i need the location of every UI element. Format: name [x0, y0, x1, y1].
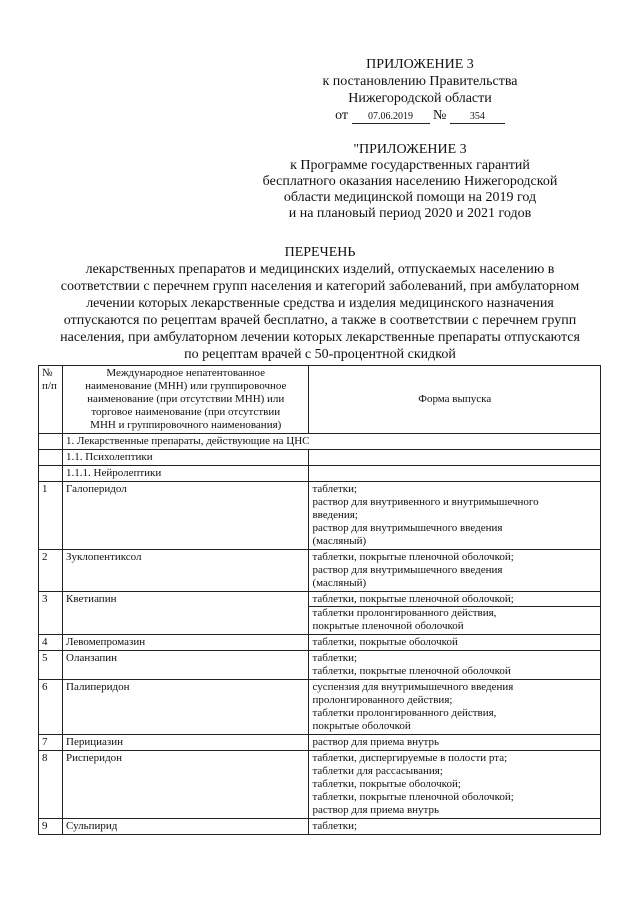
drug-forms: таблетки, диспергируемые в полости рта; таблетки для рассасывания; таблетки, покрытые оболочкой; таблетки, покрытые пленочной оболочкой; раствор для приема внутрь: [309, 751, 601, 819]
drug-name: Сульпирид: [63, 819, 309, 835]
table-row: [39, 592, 601, 635]
header-name: Международное непатентованное наименование (МНН) или группировочное наименование (при отсутствии МНН) или торговое наименование (при отсутствии МНН и группировочного наименования): [63, 366, 309, 434]
number-sign: №: [433, 108, 447, 123]
table-row: [39, 735, 601, 751]
drug-name: Рисперидон: [63, 751, 309, 819]
row-num: 1: [39, 482, 63, 550]
row-num: 5: [39, 651, 63, 680]
drug-forms: таблетки; таблетки, покрытые пленочной оболочкой: [309, 651, 601, 680]
appendix-header: [300, 56, 540, 124]
program-appendix-line: и на плановый период 2020 и 2021 годов: [288, 206, 532, 221]
drug-forms: таблетки, покрытые оболочкой: [309, 635, 601, 651]
drug-forms: таблетки, покрытые пленочной оболочкой; таблетки пролонгированного действия, покрытые пленочной оболочкой: [309, 592, 601, 635]
row-num: 7: [39, 735, 63, 751]
program-appendix-line: бесплатного оказания населению Нижегородской: [262, 174, 558, 189]
drug-forms: суспензия для внутримышечного введения пролонгированного действия; таблетки пролонгированного действия, покрытые оболочкой: [309, 680, 601, 735]
subsection-title: 1.1.1. Нейролептики: [63, 466, 309, 482]
drug-forms: таблетки, покрытые пленочной оболочкой; раствор для внутримышечного введения (масляный): [309, 550, 601, 592]
row-num: 3: [39, 592, 63, 635]
drug-name: Галоперидол: [63, 482, 309, 550]
title-line: отпускаются по рецептам врачей бесплатно, а также в соответствии с перечнем групп: [63, 313, 577, 328]
table-row: [39, 651, 601, 680]
drug-name: Палиперидон: [63, 680, 309, 735]
drug-name: Перициазин: [63, 735, 309, 751]
drug-name: Кветиапин: [63, 592, 309, 635]
date-prefix: от: [335, 108, 349, 123]
header-form: Форма выпуска: [309, 366, 601, 434]
program-appendix-line: к Программе государственных гарантий: [290, 158, 530, 173]
subsection-row: [39, 466, 601, 482]
decree-date-line: [335, 107, 505, 124]
title-line: лекарственных препаратов и медицинских изделий, отпускаемых населению в: [85, 262, 555, 277]
decree-date: 07.06.2019: [352, 111, 430, 124]
table-row: [39, 550, 601, 592]
table-row: [39, 751, 601, 819]
row-num: 2: [39, 550, 63, 592]
drug-forms-subrow: таблетки пролонгированного действия, покрытые пленочной оболочкой: [309, 606, 600, 633]
table-header-row: [39, 366, 601, 434]
title-line: по рецептам врачей с 50-процентной скидкой: [184, 347, 456, 362]
drug-name: Оланзапин: [63, 651, 309, 680]
decree-number: 354: [450, 111, 505, 124]
section-row: [39, 434, 601, 450]
appendix-line-2: к постановлению Правительства: [322, 74, 518, 89]
subsection-title: 1.1. Психолептики: [63, 450, 309, 466]
title-line: населения, при амбулаторном лечении которых лекарственные препараты отпускаются: [60, 330, 580, 345]
list-title: [20, 244, 620, 363]
table-row: [39, 680, 601, 735]
drug-name: Зуклопентиксол: [63, 550, 309, 592]
program-appendix-line: области медицинской помощи на 2019 год: [283, 190, 537, 205]
drug-list-table: [38, 365, 601, 835]
table-row: [39, 635, 601, 651]
drug-forms: таблетки; раствор для внутривенного и внутримышечного введения; раствор для внутримышечного введения (масляный): [309, 482, 601, 550]
program-appendix-header: [220, 142, 600, 222]
header-num: № п/п: [39, 366, 63, 434]
row-num: 4: [39, 635, 63, 651]
row-num: 9: [39, 819, 63, 835]
title-line: лечении которых лекарственные средства и изделия медицинского назначения: [86, 296, 554, 311]
table-row: [39, 482, 601, 550]
drug-forms: раствор для приема внутрь: [309, 735, 601, 751]
program-appendix-line: "ПРИЛОЖЕНИЕ 3: [353, 142, 467, 157]
title-line: соответствии с перечнем групп населения и категорий заболеваний, при амбулаторном: [60, 279, 580, 294]
drug-name: Левомепромазин: [63, 635, 309, 651]
appendix-title: ПРИЛОЖЕНИЕ 3: [366, 57, 474, 72]
row-num: 8: [39, 751, 63, 819]
list-heading: ПЕРЕЧЕНЬ: [284, 245, 356, 260]
subsection-row: [39, 450, 601, 466]
section-title: 1. Лекарственные препараты, действующие на ЦНС: [63, 434, 601, 450]
drug-forms: таблетки;: [309, 819, 601, 835]
appendix-line-3: Нижегородской области: [348, 91, 492, 106]
row-num: 6: [39, 680, 63, 735]
table-row: [39, 819, 601, 835]
